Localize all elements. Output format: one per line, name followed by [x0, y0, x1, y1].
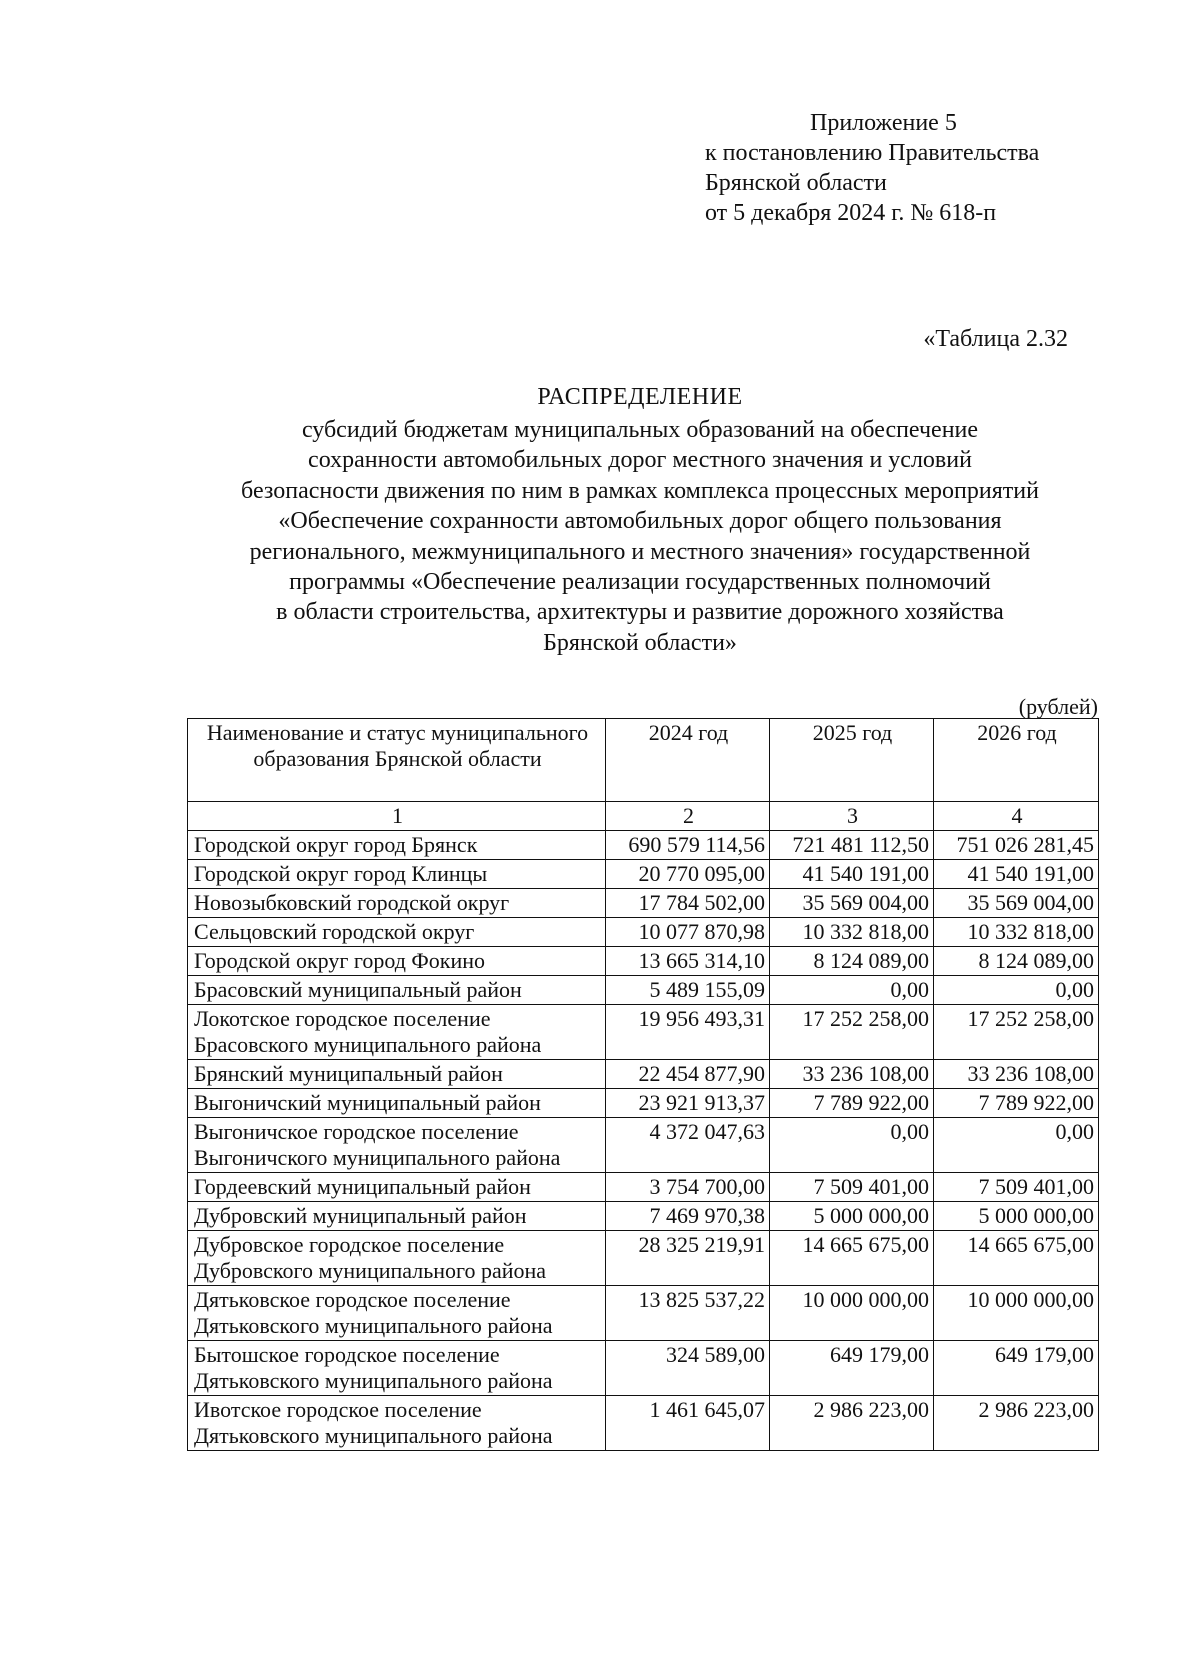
document-subtitle [160, 415, 1120, 658]
amount-2025: 2 986 223,00 [770, 1396, 934, 1451]
amount-2025: 721 481 112,50 [770, 831, 934, 860]
amount-2025: 8 124 089,00 [770, 947, 934, 976]
municipality-name: Городской округ город Клинцы [188, 860, 606, 889]
amount-2026: 17 252 258,00 [934, 1005, 1099, 1060]
table-row [188, 889, 1099, 918]
amount-2024: 10 077 870,98 [606, 918, 770, 947]
amount-2026: 7 789 922,00 [934, 1089, 1099, 1118]
municipality-name: Брянский муниципальный район [188, 1060, 606, 1089]
municipality-name: Дубровский муниципальный район [188, 1202, 606, 1231]
amount-2026: 10 000 000,00 [934, 1286, 1099, 1341]
amount-2024: 19 956 493,31 [606, 1005, 770, 1060]
amount-2024: 22 454 877,90 [606, 1060, 770, 1089]
amount-2026: 5 000 000,00 [934, 1202, 1099, 1231]
amount-2025: 0,00 [770, 1118, 934, 1173]
header-2025: 2025 год [770, 719, 934, 802]
table-row [188, 860, 1099, 889]
appendix-date-number: от 5 декабря 2024 г. № 618-п [705, 200, 997, 226]
header-name: Наименование и статус муниципального образования Брянской области [188, 719, 606, 802]
amount-2024: 4 372 047,63 [606, 1118, 770, 1173]
amount-2025: 17 252 258,00 [770, 1005, 934, 1060]
municipality-name: Ивотское городское поселение Дятьковского муниципального района [188, 1396, 606, 1451]
table-row [188, 1060, 1099, 1089]
amount-2024: 3 754 700,00 [606, 1173, 770, 1202]
amount-2024: 13 665 314,10 [606, 947, 770, 976]
amount-2024: 13 825 537,22 [606, 1286, 770, 1341]
appendix-number: Приложение 5 [810, 110, 957, 136]
subtitle-line: программы «Обеспечение реализации государственных полномочий [289, 569, 991, 596]
table-row [188, 976, 1099, 1005]
municipality-name: Гордеевский муниципальный район [188, 1173, 606, 1202]
column-number: 3 [770, 802, 934, 831]
municipality-name: Выгоничское городское поселение Выгоничского муниципального района [188, 1118, 606, 1173]
amount-2025: 7 789 922,00 [770, 1089, 934, 1118]
amount-2026: 35 569 004,00 [934, 889, 1099, 918]
table-row [188, 1396, 1099, 1451]
amount-2025: 41 540 191,00 [770, 860, 934, 889]
amount-2026: 2 986 223,00 [934, 1396, 1099, 1451]
column-number: 4 [934, 802, 1099, 831]
subtitle-line: Брянской области» [543, 629, 737, 656]
table-row [188, 918, 1099, 947]
units-label: (рублей) [1018, 694, 1098, 719]
column-number: 1 [188, 802, 606, 831]
municipality-name: Новозыбковский городской округ [188, 889, 606, 918]
municipality-name: Сельцовский городской округ [188, 918, 606, 947]
amount-2024: 17 784 502,00 [606, 889, 770, 918]
amount-2024: 5 489 155,09 [606, 976, 770, 1005]
amount-2024: 20 770 095,00 [606, 860, 770, 889]
amount-2024: 690 579 114,56 [606, 831, 770, 860]
amount-2025: 14 665 675,00 [770, 1231, 934, 1286]
amount-2024: 324 589,00 [606, 1341, 770, 1396]
table-reference: «Таблица 2.32 [923, 326, 1068, 352]
table-row [188, 1231, 1099, 1286]
subtitle-line: безопасности движения по ним в рамках комплекса процессных мероприятий [241, 477, 1039, 504]
appendix-region: Брянской области [705, 170, 887, 196]
amount-2024: 28 325 219,91 [606, 1231, 770, 1286]
amount-2024: 23 921 913,37 [606, 1089, 770, 1118]
amount-2025: 33 236 108,00 [770, 1060, 934, 1089]
subtitle-line: регионального, межмуниципального и местного значения» государственной [249, 538, 1031, 565]
amount-2026: 10 332 818,00 [934, 918, 1099, 947]
amount-2025: 649 179,00 [770, 1341, 934, 1396]
table-row [188, 1286, 1099, 1341]
municipality-name: Дубровское городское поселение Дубровского муниципального района [188, 1231, 606, 1286]
table-row [188, 1005, 1099, 1060]
municipality-name: Дятьковское городское поселение Дятьковского муниципального района [188, 1286, 606, 1341]
table-row [188, 1089, 1099, 1118]
municipality-name: Выгоничский муниципальный район [188, 1089, 606, 1118]
column-number: 2 [606, 802, 770, 831]
amount-2025: 7 509 401,00 [770, 1173, 934, 1202]
amount-2026: 7 509 401,00 [934, 1173, 1099, 1202]
table-row [188, 1118, 1099, 1173]
municipality-name: Локотское городское поселение Брасовского муниципального района [188, 1005, 606, 1060]
table-header-row [188, 719, 1099, 802]
amount-2026: 14 665 675,00 [934, 1231, 1099, 1286]
distribution-table [187, 718, 1099, 1451]
table-row [188, 831, 1099, 860]
amount-2026: 41 540 191,00 [934, 860, 1099, 889]
table-row [188, 1202, 1099, 1231]
amount-2025: 10 332 818,00 [770, 918, 934, 947]
municipality-name: Городской округ город Брянск [188, 831, 606, 860]
amount-2026: 33 236 108,00 [934, 1060, 1099, 1089]
header-2024: 2024 год [606, 719, 770, 802]
amount-2024: 1 461 645,07 [606, 1396, 770, 1451]
subtitle-line: субсидий бюджетам муниципальных образований на обеспечение [301, 417, 979, 443]
table-row [188, 1173, 1099, 1202]
amount-2026: 0,00 [934, 1118, 1099, 1173]
amount-2026: 751 026 281,45 [934, 831, 1099, 860]
amount-2026: 0,00 [934, 976, 1099, 1005]
municipality-name: Городской округ город Фокино [188, 947, 606, 976]
amount-2026: 8 124 089,00 [934, 947, 1099, 976]
column-number-row [188, 802, 1099, 831]
subtitle-line: сохранности автомобильных дорог местного значения и условий [308, 447, 972, 474]
amount-2025: 35 569 004,00 [770, 889, 934, 918]
municipality-name: Брасовский муниципальный район [188, 976, 606, 1005]
header-2026: 2026 год [934, 719, 1099, 802]
amount-2024: 7 469 970,38 [606, 1202, 770, 1231]
table-row [188, 1341, 1099, 1396]
table-row [188, 947, 1099, 976]
subtitle-line: «Обеспечение сохранности автомобильных дорог общего пользования [278, 508, 1002, 535]
amount-2025: 5 000 000,00 [770, 1202, 934, 1231]
amount-2025: 0,00 [770, 976, 934, 1005]
document-title: РАСПРЕДЕЛЕНИЕ [537, 384, 743, 410]
appendix-header [705, 108, 1039, 228]
subtitle-line: в области строительства, архитектуры и развитие дорожного хозяйства [276, 599, 1004, 626]
appendix-resolution: к постановлению Правительства [705, 140, 1040, 166]
amount-2026: 649 179,00 [934, 1341, 1099, 1396]
amount-2025: 10 000 000,00 [770, 1286, 934, 1341]
municipality-name: Бытошское городское поселение Дятьковского муниципального района [188, 1341, 606, 1396]
